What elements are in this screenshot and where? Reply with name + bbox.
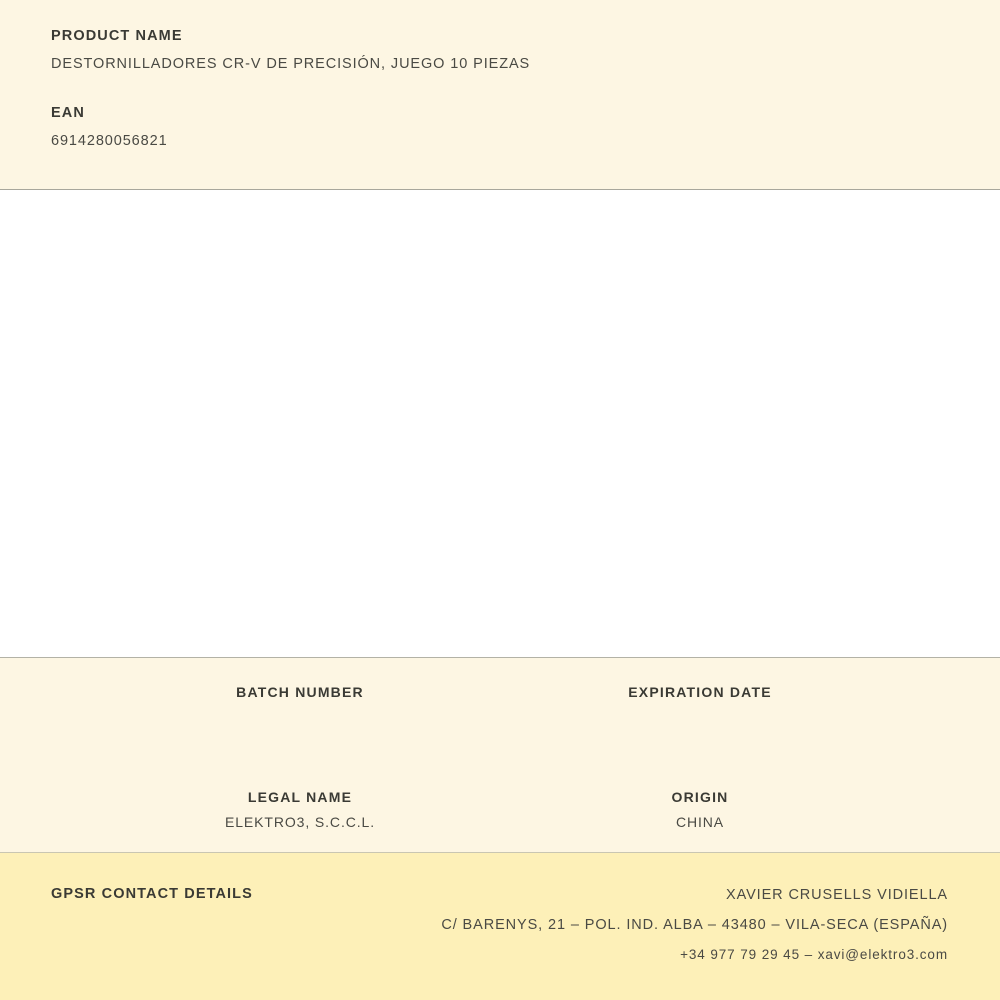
expiration-date-label: EXPIRATION DATE [628,684,772,700]
legal-name-label: LEGAL NAME [247,789,353,805]
batch-and-legal-block [0,658,1000,853]
origin-cell [500,787,900,833]
ean-value: 6914280056821 [51,132,168,149]
batch-row [0,682,1000,725]
product-identification-block [0,0,1000,190]
product-name-group [51,26,1000,75]
batch-number-cell [100,682,500,725]
batch-number-value [100,707,500,725]
origin-label: ORIGIN [671,789,729,805]
legal-row [0,787,1000,833]
gpsr-contact-phone-email: +34 977 79 29 45 – xavi@elektro3.com [680,947,948,963]
ean-group [51,103,1000,152]
product-name-label: PRODUCT NAME [51,28,183,44]
batch-number-label: BATCH NUMBER [236,684,364,700]
gpsr-contact-name: XAVIER CRUSELLS VIDIELLA [726,887,948,903]
gpsr-contact-title: GPSR CONTACT DETAILS [51,886,253,902]
gpsr-contact-lines [253,885,948,974]
legal-name-cell [100,787,500,833]
legal-name-value: ELEKTRO3, S.C.C.L. [224,814,376,830]
origin-value: CHINA [675,814,725,830]
blank-content-area [0,190,1000,658]
product-name-value: DESTORNILLADORES CR-V DE PRECISIÓN, JUEGO 10 PIEZAS [51,56,531,73]
gpsr-contact-address: C/ BARENYS, 21 – POL. IND. ALBA – 43480 – VILA-SECA (ESPAÑA) [441,917,948,934]
expiration-date-cell [500,682,900,725]
gpsr-contact-block [0,853,1000,1000]
ean-label: EAN [51,104,85,121]
expiration-date-value [500,707,900,725]
